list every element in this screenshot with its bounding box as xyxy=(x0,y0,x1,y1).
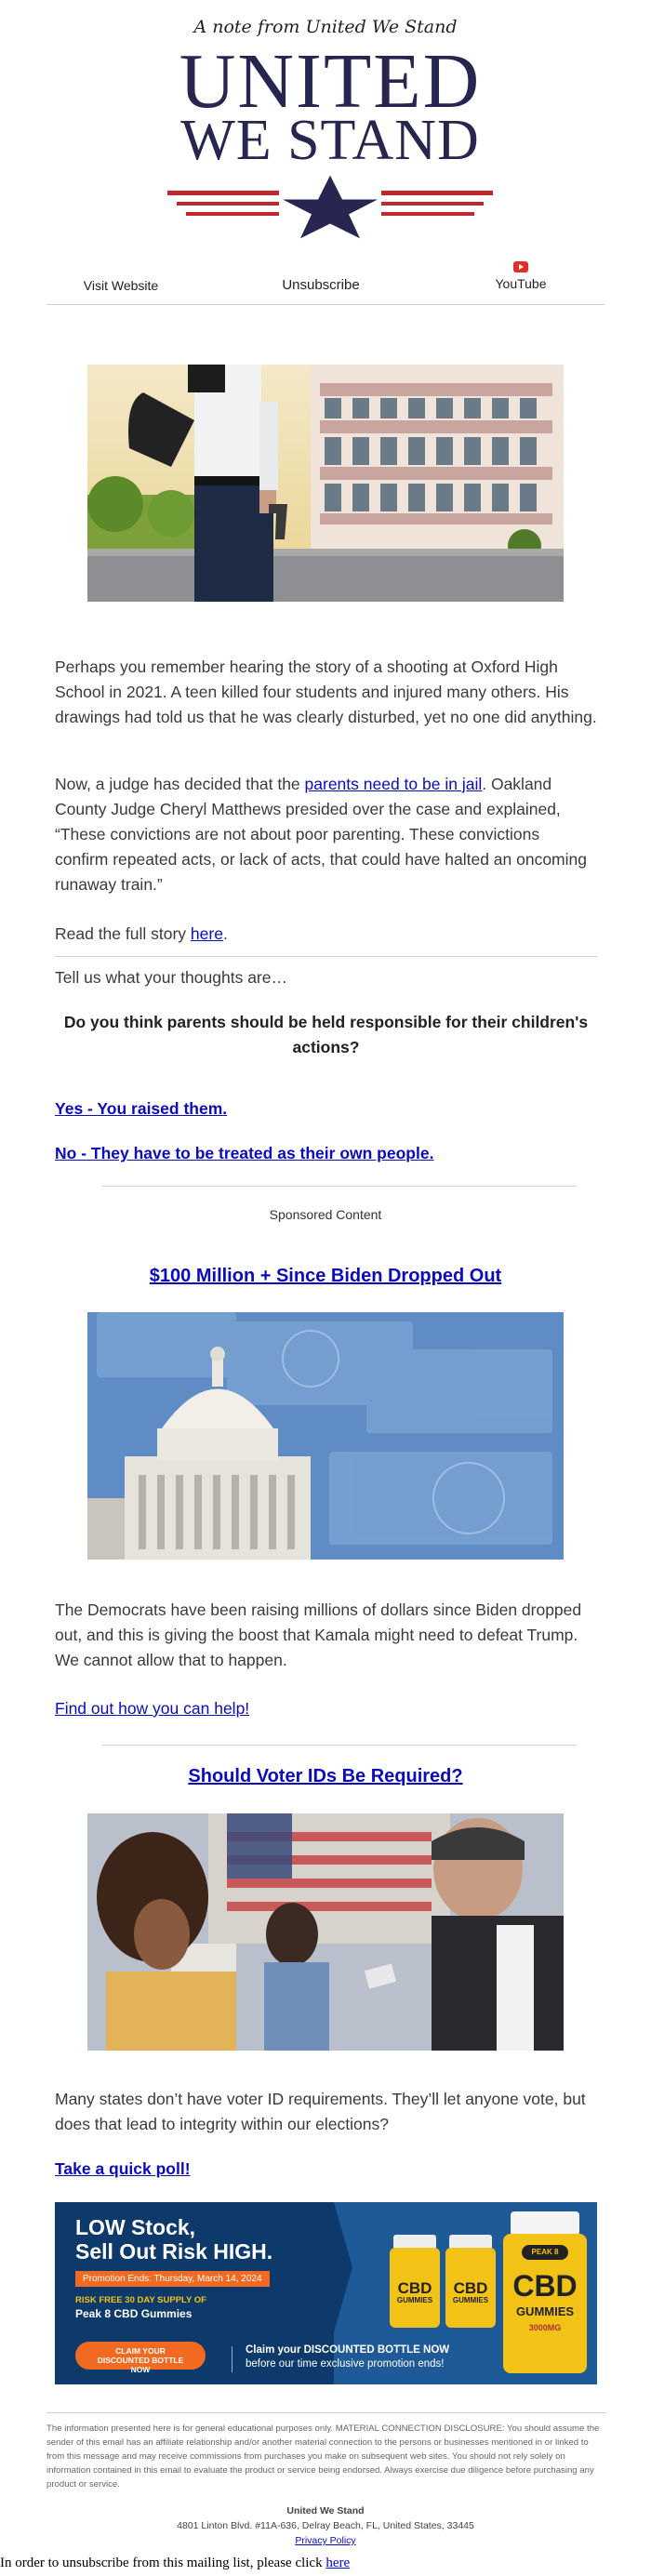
gummy-bottle-small-2: CBD GUMMIES xyxy=(445,2235,496,2328)
banner-product-name: Peak 8 CBD Gummies xyxy=(75,2307,193,2320)
youtube-label: YouTube xyxy=(495,276,547,291)
sponsored-label: Sponsored Content xyxy=(269,1207,382,1222)
logo-line-2: WE STAND xyxy=(180,109,480,172)
brand-logo xyxy=(158,38,502,255)
banner-headline-2: Sell Out Risk HIGH. xyxy=(75,2239,273,2264)
ad2-image-voter-id[interactable] xyxy=(87,1813,564,2051)
poll-prompt: Tell us what your thoughts are… xyxy=(55,968,287,987)
gummy-bottle-small-1: CBD GUMMIES xyxy=(390,2235,440,2328)
privacy-policy-link[interactable]: Privacy Policy xyxy=(295,2535,356,2546)
read-period: . xyxy=(222,924,228,943)
divider xyxy=(46,2412,606,2413)
footer-address: 4801 Linton Blvd. #11A-636, Delray Beach, FL, United States, 33445 xyxy=(177,2520,474,2531)
youtube-icon xyxy=(513,261,528,272)
read-story-link[interactable]: here xyxy=(190,924,223,943)
unsubscribe-link[interactable]: Unsubscribe xyxy=(282,277,360,293)
youtube-link[interactable] xyxy=(474,261,567,291)
divider xyxy=(102,1186,577,1187)
poll-no-link[interactable]: No - They have to be treated as their own people. xyxy=(55,1144,434,1162)
bottle-brand: PEAK 8 xyxy=(522,2245,568,2260)
logo-line-1: UNITED xyxy=(179,38,482,125)
parents-jail-link[interactable]: parents need to be in jail xyxy=(304,775,483,793)
read-text: Read the full story xyxy=(55,924,191,943)
banner-claim-line-1: Claim your DISCOUNTED BOTTLE NOW xyxy=(246,2344,450,2356)
divider xyxy=(102,1745,577,1746)
gummy-bottle-large: PEAK 8 CBD GUMMIES 3000MG xyxy=(503,2211,587,2379)
hero-image-school-shooter xyxy=(87,365,564,602)
top-nav xyxy=(46,256,604,305)
ad2-title-link[interactable]: Should Voter IDs Be Required? xyxy=(188,1766,463,1786)
cbd-banner-ad[interactable] xyxy=(55,2202,597,2384)
ad1-title-link[interactable]: $100 Million + Since Biden Dropped Out xyxy=(149,1266,502,1286)
unsubscribe-footer-text: In order to unsubscribe from this mailing list, please click xyxy=(0,2556,326,2570)
article-paragraph-2 xyxy=(55,772,597,897)
header-note: A note from United We Stand xyxy=(193,17,458,37)
disclosure-text: The information presented here is for general educational purposes only. MATERIAL CONNECTION DISCLOSURE: You should assume the sender of this email has an affiliate relationship and/or another material connection to the persons or businesses mentioned in or linked to from this message and may receive commissions from purchases you make on subsequent web sites. You should not rely solely on information contained in this email to evaluate the product or service being endorsed. Always exercise due diligence before purchasing any product or service. xyxy=(46,2423,600,2490)
divider xyxy=(55,956,597,957)
banner-risk-free: RISK FREE 30 DAY SUPPLY OF xyxy=(75,2295,206,2305)
banner-promo-date: Promotion Ends: Thursday, March 14, 2024 xyxy=(75,2271,270,2287)
banner-headline-1: LOW Stock, xyxy=(75,2215,196,2239)
claim-bottle-button[interactable]: CLAIM YOUR DISCOUNTED BOTTLE NOW xyxy=(75,2342,206,2370)
poll-yes-link[interactable]: Yes - You raised them. xyxy=(55,1099,228,1118)
read-full-story xyxy=(55,922,597,947)
ad1-description: The Democrats have been raising millions of dollars since Biden dropped out, and this is giving the boost that Kamala might need to defeat Trump. We cannot allow that to happen. xyxy=(55,1600,582,1669)
banner-arrow-shape xyxy=(315,2202,352,2332)
visit-website-link[interactable]: Visit Website xyxy=(83,278,159,293)
unsubscribe-footer xyxy=(0,2556,350,2571)
poll-question: Do you think parents should be held responsible for their children's actions? xyxy=(63,1013,589,1056)
p2-text-after: . Oakland County Judge Cheryl Matthews presided over the case and explained, “These convictions are not about poor parenting. These convictions confirm repeated acts, or lack of acts, that could have halted an oncoming runaway train.” xyxy=(55,775,587,894)
footer-privacy xyxy=(0,2535,651,2546)
ad1-cta-link[interactable]: Find out how you can help! xyxy=(55,1699,250,1718)
p2-text-before: Now, a judge has decided that the xyxy=(55,775,305,793)
footer-org: United We Stand xyxy=(286,2505,365,2516)
logo-stripes-star xyxy=(158,169,502,244)
ad2-cta-link[interactable]: Take a quick poll! xyxy=(55,2159,191,2178)
article-paragraph-1: Perhaps you remember hearing the story of a shooting at Oxford High School in 2021. A teen killed four students and injured many others. His drawings had told us that he was clearly disturbed, yet no one did anything. xyxy=(55,657,597,726)
ad1-image-capitol-money[interactable] xyxy=(87,1312,564,1560)
banner-claim-line-2: before our time exclusive promotion ends! xyxy=(246,2358,445,2370)
unsubscribe-here-link[interactable]: here xyxy=(326,2556,351,2570)
bottle-dose: 3000MG xyxy=(528,2323,562,2332)
ad2-description: Many states don’t have voter ID requirements. They’ll let anyone vote, but does that lead to integrity within our elections? xyxy=(55,2090,586,2133)
